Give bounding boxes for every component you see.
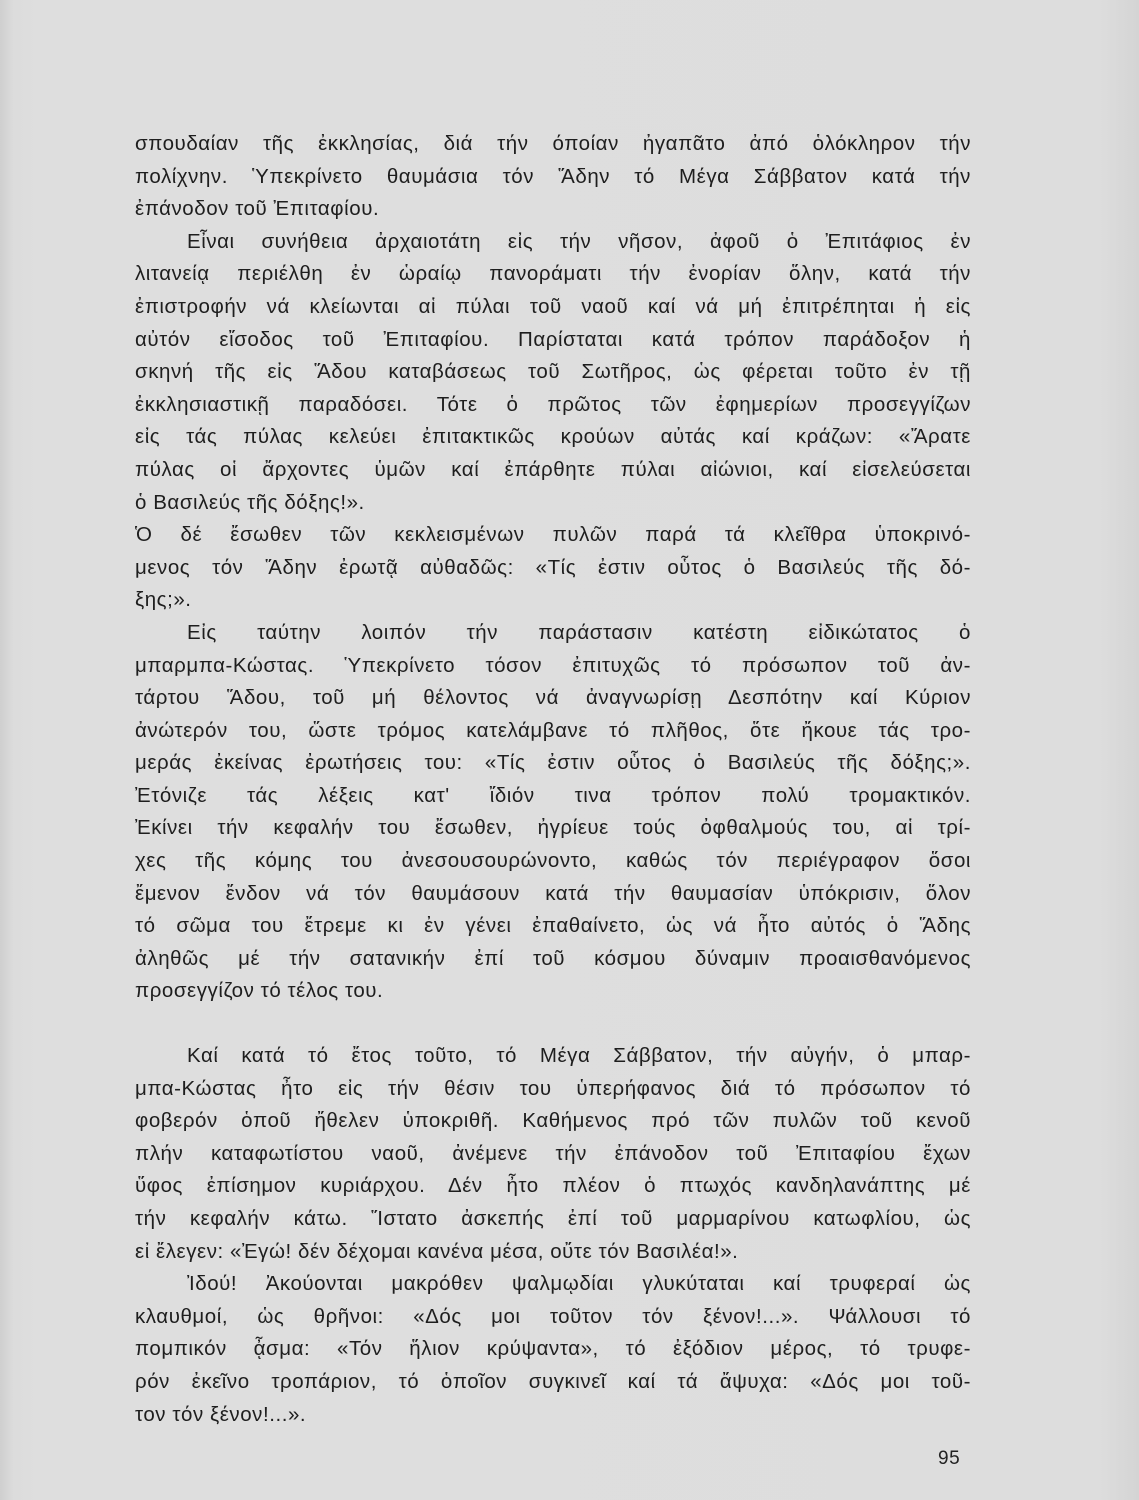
text-line: ξης;». (135, 588, 192, 612)
paragraph (135, 1268, 971, 1431)
text-line: σκηνή τῆς εἰς Ἅδου καταβάσεως τοῦ Σωτῆρος, ὡς φέρεται τοῦτο ἐν τῇ (135, 360, 971, 384)
text-line: ὁ Βασιλεύς τῆς δόξης!». (135, 490, 365, 514)
text-line: προσεγγίζον τό τέλος του. (135, 979, 384, 1003)
paragraph (135, 1040, 971, 1268)
text-line: μπα-Κώστας ἦτο εἰς τήν θέσιν του ὑπερήφανος διά τό πρόσωπον τό (135, 1076, 971, 1100)
paragraph (135, 226, 971, 519)
text-line: Καί κατά τό ἔτος τοῦτο, τό Μέγα Σάββατον, τήν αὐγήν, ὁ μπαρ- (187, 1044, 971, 1068)
text-line: ρόν ἐκεῖνο τροπάριον, τό ὁποῖον συγκινεῖ καί τά ἄψυχα: «Δός μοι τοῦ- (135, 1369, 971, 1393)
text-line: Ἐκίνει τήν κεφαλήν του ἔσωθεν, ἠγρίευε τούς ὀφθαλμούς του, αἱ τρί- (135, 816, 971, 840)
text-line: Ὁ δέ ἔσωθεν τῶν κεκλεισμένων πυλῶν παρά τά κλεῖθρα ὑποκρινό- (135, 523, 971, 547)
text-line: ὕφος ἐπίσημον κυριάρχου. Δέν ἦτο πλέον ὁ πτωχός κανδηλανάπτης μέ (135, 1174, 971, 1198)
text-line: εἰ ἔλεγεν: «Ἐγώ! δέν δέχομαι κανένα μέσα, οὔτε τόν Βασιλέα!». (135, 1239, 739, 1263)
text-line: μενος τόν Ἅδην ἐρωτᾷ αὐθαδῶς: «Τίς ἐστιν οὗτος ὁ Βασιλεύς τῆς δό- (135, 555, 971, 579)
text-line: ἐκκλησιαστικῇ παραδόσει. Τότε ὁ πρῶτος τῶν ἐφημερίων προσεγγίζων (135, 392, 971, 416)
paragraph (135, 128, 971, 226)
text-line: λιτανείᾳ περιέλθη ἐν ὡραίῳ πανοράματι τήν ἐνορίαν ὅλην, κατά τήν (135, 262, 971, 286)
text-line: χες τῆς κόμης του ἀνεσουσουρώνοντο, καθώς τόν περιέγραφον ὅσοι (135, 849, 971, 873)
text-line: τό σῶμα του ἔτρεμε κι ἐν γένει ἐπαθαίνετο, ὡς νά ἦτο αὐτός ὁ Ἅδης (135, 914, 971, 938)
text-line: ἐπάνοδον τοῦ Ἐπιταφίου. (135, 197, 380, 221)
page-number: 95 (938, 1448, 961, 1469)
text-line: Εἶναι συνήθεια ἀρχαιοτάτη εἰς τήν νῆσον, ἀφοῦ ὁ Ἐπιτάφιος ἐν (187, 229, 971, 253)
body-text (135, 128, 971, 1431)
text-line: πλήν καταφωτίστου ναοῦ, ἀνέμενε τήν ἐπάνοδον τοῦ Ἐπιταφίου ἔχων (135, 1141, 971, 1165)
text-line: Ἐτόνιζε τάς λέξεις κατ' ἴδιόν τινα τρόπον πολύ τρομακτικόν. (135, 783, 971, 807)
text-line: κλαυθμοί, ὡς θρῆνοι: «Δός μοι τοῦτον τόν ξένον!...». Ψάλλουσι τό (135, 1304, 971, 1328)
text-line: Εἰς ταύτην λοιπόν τήν παράστασιν κατέστη εἰδικώτατος ὁ (187, 620, 971, 644)
text-line: τάρτου Ἅδου, τοῦ μή θέλοντος νά ἀναγνωρίσῃ Δεσπότην καί Κύριον (135, 686, 971, 710)
text-line: τήν κεφαλήν κάτω. Ἵστατο ἀσκεπής ἐπί τοῦ μαρμαρίνου κατωφλίου, ὡς (135, 1207, 971, 1230)
text-line: πύλας οἱ ἄρχοντες ὑμῶν καί ἐπάρθητε πύλαι αἰώνιοι, καί εἰσελεύσεται (135, 457, 971, 481)
text-line: αὐτόν εἴσοδος τοῦ Ἐπιταφίου. Παρίσταται κατά τρόπον παράδοξον ἡ (135, 327, 971, 351)
text-line: ἐπιστροφήν νά κλείωνται αἱ πύλαι τοῦ ναοῦ καί νά μή ἐπιτρέπηται ἡ εἰς (135, 294, 971, 318)
text-line: τον τόν ξένον!...». (135, 1402, 307, 1426)
text-line: μπαρμπα-Κώστας. Ὑπεκρίνετο τόσον ἐπιτυχῶς τό πρόσωπον τοῦ ἀν- (135, 653, 971, 677)
text-line: φοβερόν ὁποῦ ἤθελεν ὑποκριθῆ. Καθήμενος πρό τῶν πυλῶν τοῦ κενοῦ (135, 1109, 971, 1133)
text-line: πομπικόν ᾆσμα: «Τόν ἥλιον κρύψαντα», τό ἐξόδιον μέρος, τό τρυφε- (135, 1337, 971, 1361)
paragraph (135, 617, 971, 1008)
text-line: μεράς ἐκείνας ἐρωτήσεις του: «Τίς ἐστιν οὗτος ὁ Βασιλεύς τῆς δόξης;». (135, 751, 971, 775)
text-line: σπουδαίαν τῆς ἐκκλησίας, διά τήν όποίαν ἠγαπᾶτο ἀπό ὁλόκληρον τήν (135, 132, 971, 155)
text-line: ἀληθῶς μέ τήν σατανικήν ἐπί τοῦ κόσμου δύναμιν προαισθανόμενος (135, 946, 971, 970)
text-line: ἔμενον ἔνδον νά τόν θαυμάσουν κατά τήν θαυμασίαν ὑπόκρισιν, ὅλον (135, 881, 971, 905)
text-line: εἰς τάς πύλας κελεύει ἐπιτακτικῶς κρούων αὐτάς καί κράζων: «Ἄρατε (135, 425, 971, 449)
paragraph (135, 519, 971, 617)
section-break (135, 1008, 971, 1040)
text-line: πολίχνην. Ὑπεκρίνετο θαυμάσια τόν Ἅδην τό Μέγα Σάββατον κατά τήν (135, 164, 971, 188)
text-line: ἀνώτερόν του, ὥστε τρόμος κατελάμβανε τό πλῆθος, ὅτε ἤκουε τάς τρο- (135, 718, 971, 742)
text-line: Ἰδού! Ἀκούονται μακρόθεν ψαλμῳδίαι γλυκύταται καί τρυφεραί ὡς (187, 1272, 971, 1296)
